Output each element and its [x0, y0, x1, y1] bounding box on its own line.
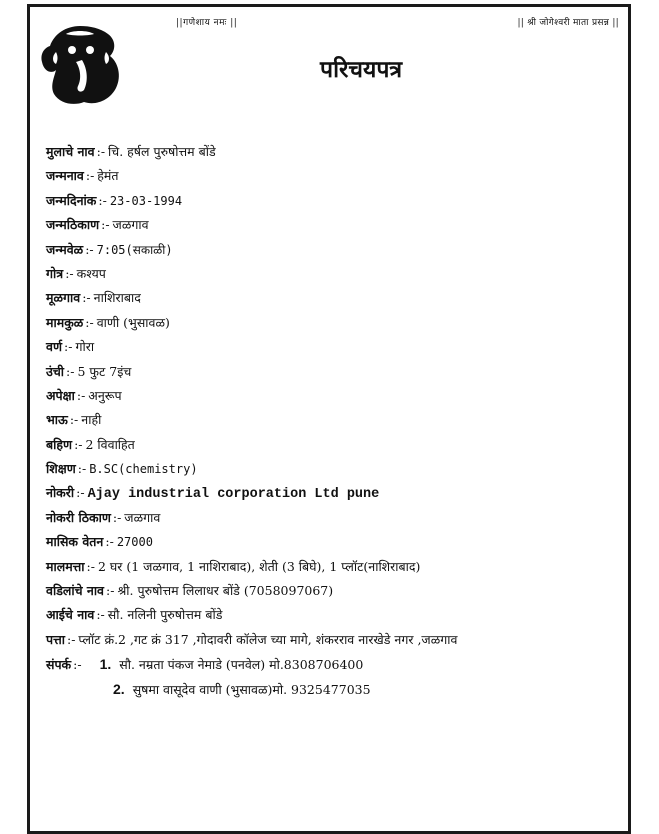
field-value: नाही — [81, 412, 102, 428]
field-separator: :- — [112, 509, 122, 525]
field-row — [46, 164, 626, 188]
field-row — [46, 140, 626, 164]
field-separator: :- — [82, 290, 91, 306]
field-label: जन्मठिकाण — [46, 217, 100, 233]
field-separator: :- — [105, 534, 114, 550]
contact-text: सौ. नम्रता पंकज नेमाडे (पनवेल) मो.8308706400 — [119, 657, 364, 673]
field-value: हेमंत — [97, 168, 119, 184]
field-value: प्लॉट क्रं.2 ,गट क्रं 317 ,गोदावरी कॉलेज च्या मागे, शंकरराव नारखेडे नगर ,जळगाव — [78, 631, 458, 647]
field-row — [46, 433, 626, 457]
field-label: मामकुळ — [46, 314, 84, 330]
field-value: चि. हर्षल पुरुषोत्तम बोंडे — [108, 144, 216, 159]
ganesha-icon — [36, 22, 124, 108]
field-row — [46, 262, 626, 286]
page-title: परिचयपत्र — [320, 56, 403, 83]
field-label: नोकरी ठिकाण — [46, 509, 111, 525]
field-label: शिक्षण — [46, 461, 76, 477]
field-label: मुलाचे नाव — [46, 144, 95, 159]
field-separator: :- — [66, 363, 75, 379]
field-separator: :- — [98, 192, 107, 208]
field-row — [46, 457, 626, 481]
field-value: नाशिराबाद — [93, 290, 141, 306]
field-separator: :- — [85, 314, 94, 330]
field-separator: :- — [76, 387, 86, 403]
contact-label: संपर्क — [46, 657, 72, 673]
field-label: जन्मनाव — [46, 168, 84, 184]
field-row — [46, 579, 626, 603]
field-label: बहिण — [46, 436, 73, 452]
field-row — [46, 408, 626, 432]
field-separator: :- — [101, 217, 110, 233]
field-separator: :- — [69, 412, 79, 428]
field-value: 7:05(सकाळी) — [96, 242, 173, 257]
field-separator: :- — [86, 558, 95, 574]
field-value: वाणी (भुसावळ) — [96, 314, 170, 330]
field-label: जन्मवेळ — [46, 241, 84, 257]
contact-number: 2. — [113, 680, 125, 697]
field-separator: :- — [66, 631, 76, 647]
field-row — [46, 481, 626, 505]
field-label: मासिक वेतन — [46, 534, 104, 550]
field-value: जळगाव — [112, 217, 149, 233]
field-row — [46, 311, 626, 335]
field-label: उंची — [46, 363, 65, 379]
field-value: गोरा — [75, 339, 95, 355]
field-label: नोकरी — [46, 485, 75, 501]
field-row — [46, 530, 626, 554]
contact-text: सुषमा वासूदेव वाणी (भुसावळ)मो. 9325477035 — [132, 681, 371, 697]
field-separator: :- — [74, 436, 83, 452]
field-value: श्री. पुरुषोत्तम लिलाधर बोंडे (7058097067) — [117, 583, 334, 599]
contact-row — [46, 677, 626, 701]
field-separator: :- — [77, 461, 87, 477]
field-separator: :- — [65, 265, 74, 281]
field-separator: :- — [85, 241, 94, 257]
field-label: मूळगाव — [46, 290, 81, 306]
header-invocation-left: ||गणेशाय नमः || — [176, 18, 238, 28]
field-label: गोत्र — [46, 265, 64, 281]
field-separator: :- — [85, 168, 95, 184]
field-label: पत्ता — [46, 631, 65, 647]
field-value: 2 घर (1 जळगाव, 1 नाशिराबाद), शेती (3 बिघे), 1 प्लॉट(नाशिराबाद) — [97, 558, 421, 574]
biodata-fields — [46, 140, 626, 701]
field-row — [46, 603, 626, 627]
field-separator: :- — [96, 144, 106, 159]
field-row — [46, 189, 626, 213]
field-label: अपेक्षा — [46, 387, 75, 403]
header-invocation-right: || श्री जोगेश्वरी माता प्रसन्न || — [517, 18, 619, 28]
field-label: जन्मदिनांक — [46, 192, 97, 208]
field-value: 5 फुट 7इंच — [77, 363, 132, 379]
field-label: वडिलांचे नाव — [46, 583, 105, 599]
contact-number: 1. — [99, 656, 112, 673]
field-label: मालमत्ता — [46, 558, 85, 574]
field-separator: :- — [96, 607, 105, 623]
field-row — [46, 238, 626, 262]
field-row — [46, 628, 626, 652]
field-value: जळगाव — [124, 509, 161, 525]
field-row — [46, 360, 626, 384]
field-separator: :- — [76, 485, 85, 501]
field-value: सौ. नलिनी पुरुषोत्तम बोंडे — [107, 607, 223, 623]
field-value: B.SC(chemistry) — [89, 462, 198, 477]
field-separator: :- — [64, 339, 73, 355]
field-value: Ajay industrial corporation Ltd pune — [87, 487, 380, 503]
field-separator: :- — [73, 657, 82, 673]
field-row — [46, 384, 626, 408]
field-row — [46, 286, 626, 310]
field-row — [46, 335, 626, 359]
field-value: 27000 — [116, 535, 153, 550]
field-label: भाऊ — [46, 412, 68, 428]
field-row — [46, 506, 626, 530]
field-value: 2 विवाहित — [85, 436, 135, 452]
field-row — [46, 555, 626, 579]
field-label: आईचे नाव — [46, 607, 95, 623]
field-label: वर्ण — [46, 339, 62, 355]
field-value: 23-03-1994 — [109, 193, 183, 208]
field-value: कश्यप — [76, 265, 106, 281]
field-row — [46, 213, 626, 237]
field-value: अनुरूप — [88, 387, 122, 403]
field-separator: :- — [106, 583, 115, 599]
contact-row — [46, 652, 626, 676]
